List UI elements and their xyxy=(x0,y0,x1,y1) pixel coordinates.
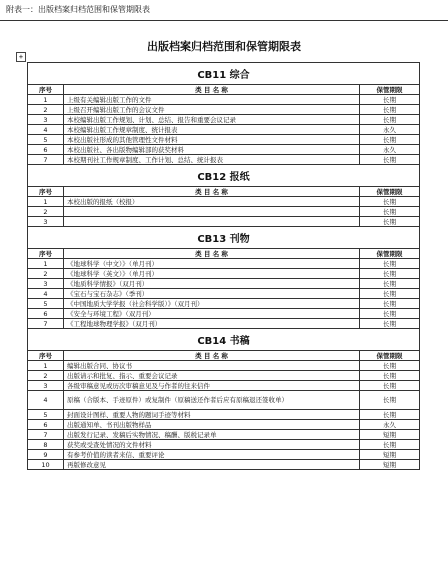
row-item-name: 本校期刊社工作规章制度、工作计划、总结、统计报表 xyxy=(64,155,360,165)
row-item-name: 出版请示和批复、指示、重要会议记录 xyxy=(64,371,360,381)
row-retention-period: 长期 xyxy=(359,289,419,299)
row-number: 6 xyxy=(28,420,64,430)
row-number: 3 xyxy=(28,217,64,227)
row-number: 4 xyxy=(28,289,64,299)
row-item-name: 再版修改意见 xyxy=(64,460,360,470)
row-item-name: 《安全与环境工程》（双月刊） xyxy=(64,309,360,319)
table-row xyxy=(28,125,420,135)
row-retention-period: 长期 xyxy=(359,361,419,371)
table-row xyxy=(28,207,420,217)
row-number: 2 xyxy=(28,269,64,279)
row-item-name: 各级审稿意见或历次审稿意见及与作者的往来信件 xyxy=(64,381,360,391)
row-retention-period: 长期 xyxy=(359,269,419,279)
row-number: 2 xyxy=(28,105,64,115)
column-header-retention: 保管期限 xyxy=(359,187,419,197)
category-row xyxy=(28,63,420,85)
category-row xyxy=(28,165,420,187)
row-retention-period: 长期 xyxy=(359,299,419,309)
row-item-name: 《地球科学（中文）》（单月刊） xyxy=(64,259,360,269)
row-retention-period: 长期 xyxy=(359,197,419,207)
row-item-name: 《宝石与宝石杂志》（季刊） xyxy=(64,289,360,299)
table-row xyxy=(28,155,420,165)
row-item-name: 封面设计图样、重要人物的题词手迹等材料 xyxy=(64,410,360,420)
row-number: 1 xyxy=(28,361,64,371)
row-item-name: 本校编辑出版工作规划、计划、总结、报告和重要会议记录 xyxy=(64,115,360,125)
column-header-name: 类 目 名 称 xyxy=(64,351,360,361)
row-number: 5 xyxy=(28,299,64,309)
row-retention-period: 短期 xyxy=(359,460,419,470)
row-retention-period: 长期 xyxy=(359,309,419,319)
row-number: 1 xyxy=(28,95,64,105)
row-retention-period: 长期 xyxy=(359,319,419,329)
table-row xyxy=(28,319,420,329)
column-header-no: 序号 xyxy=(28,249,64,259)
row-number: 1 xyxy=(28,197,64,207)
table-row xyxy=(28,430,420,440)
column-header-row xyxy=(28,85,420,95)
row-item-name: 本校编辑出版工作规章制度、统计报表 xyxy=(64,125,360,135)
row-retention-period: 长期 xyxy=(359,105,419,115)
category-row xyxy=(28,227,420,249)
row-retention-period: 永久 xyxy=(359,145,419,155)
row-item-name: 《地球科学（英文）》（单月刊） xyxy=(64,269,360,279)
row-item-name: 《工程地球物理学报》（双月刊） xyxy=(64,319,360,329)
row-number: 5 xyxy=(28,135,64,145)
row-number: 2 xyxy=(28,371,64,381)
row-retention-period: 长期 xyxy=(359,95,419,105)
category-title: CB12 报纸 xyxy=(28,165,420,187)
category-title: CB13 刊物 xyxy=(28,227,420,249)
row-item-name xyxy=(64,217,360,227)
row-item-name: 出版通知单、书刊出版物样品 xyxy=(64,420,360,430)
category-title: CB14 书稿 xyxy=(28,329,420,351)
table-row xyxy=(28,135,420,145)
table-row xyxy=(28,391,420,410)
row-retention-period: 长期 xyxy=(359,135,419,145)
column-header-row xyxy=(28,351,420,361)
document-title: 出版档案归档范围和保管期限表 xyxy=(147,40,301,53)
row-retention-period: 长期 xyxy=(359,391,419,410)
page-header-annex: 附表一：出版档案归档范围和保管期限表 xyxy=(6,5,150,14)
row-number: 4 xyxy=(28,125,64,135)
row-retention-period: 长期 xyxy=(359,155,419,165)
table-row xyxy=(28,361,420,371)
row-retention-period: 长期 xyxy=(359,207,419,217)
row-retention-period: 长期 xyxy=(359,440,419,450)
row-number: 3 xyxy=(28,115,64,125)
column-header-no: 序号 xyxy=(28,187,64,197)
row-number: 7 xyxy=(28,319,64,329)
table-row xyxy=(28,105,420,115)
row-number: 3 xyxy=(28,279,64,289)
table-row xyxy=(28,381,420,391)
column-header-retention: 保管期限 xyxy=(359,85,419,95)
row-number: 9 xyxy=(28,450,64,460)
column-header-name: 类 目 名 称 xyxy=(64,187,360,197)
column-header-retention: 保管期限 xyxy=(359,351,419,361)
row-item-name: 出版发行记录、发稿后实物情况、稿酬、版税记录单 xyxy=(64,430,360,440)
table-row xyxy=(28,420,420,430)
row-retention-period: 长期 xyxy=(359,381,419,391)
column-header-no: 序号 xyxy=(28,85,64,95)
row-item-name: 原稿（合版本、手迹原件）或复制件（原稿送还作者后应有原稿退还签收单） xyxy=(64,391,360,410)
row-number: 8 xyxy=(28,440,64,450)
table-row xyxy=(28,145,420,155)
row-retention-period: 短期 xyxy=(359,430,419,440)
table-row xyxy=(28,197,420,207)
row-number: 7 xyxy=(28,430,64,440)
row-retention-period: 长期 xyxy=(359,371,419,381)
table-row xyxy=(28,410,420,420)
row-number: 6 xyxy=(28,145,64,155)
row-item-name: 获奖或受查处情况的文件材料 xyxy=(64,440,360,450)
row-number: 1 xyxy=(28,259,64,269)
table-row xyxy=(28,450,420,460)
row-retention-period: 永久 xyxy=(359,420,419,430)
row-number: 6 xyxy=(28,309,64,319)
column-header-row xyxy=(28,249,420,259)
row-retention-period: 长期 xyxy=(359,217,419,227)
table-row xyxy=(28,269,420,279)
table-row xyxy=(28,217,420,227)
row-retention-period: 短期 xyxy=(359,450,419,460)
row-number: 2 xyxy=(28,207,64,217)
table-row xyxy=(28,279,420,289)
column-header-retention: 保管期限 xyxy=(359,249,419,259)
header-rule xyxy=(0,20,448,21)
table-move-handle-icon[interactable]: + xyxy=(16,52,26,62)
row-item-name: 编辑出版合同、协议书 xyxy=(64,361,360,371)
table-row xyxy=(28,440,420,450)
table-row xyxy=(28,95,420,105)
row-number: 7 xyxy=(28,155,64,165)
row-item-name: 《中国地质大学学报（社会科学版）》（双月刊） xyxy=(64,299,360,309)
row-retention-period: 长期 xyxy=(359,259,419,269)
column-header-name: 类 目 名 称 xyxy=(64,249,360,259)
row-item-name: 本校出版社形成的其他管理性文件材料 xyxy=(64,135,360,145)
row-number: 4 xyxy=(28,391,64,410)
category-row xyxy=(28,329,420,351)
row-number: 5 xyxy=(28,410,64,420)
row-item-name: 上级有关编辑出版工作的文件 xyxy=(64,95,360,105)
row-item-name xyxy=(64,207,360,217)
row-retention-period: 长期 xyxy=(359,410,419,420)
row-item-name: 本校出版的报纸（校报） xyxy=(64,197,360,207)
row-number: 10 xyxy=(28,460,64,470)
row-item-name: 《地质科学情报》（双月刊） xyxy=(64,279,360,289)
column-header-row xyxy=(28,187,420,197)
table-row xyxy=(28,460,420,470)
row-retention-period: 长期 xyxy=(359,115,419,125)
table-row xyxy=(28,309,420,319)
row-retention-period: 长期 xyxy=(359,279,419,289)
retention-table xyxy=(27,62,420,470)
row-retention-period: 永久 xyxy=(359,125,419,135)
column-header-no: 序号 xyxy=(28,351,64,361)
row-item-name: 本校出版社、各出版物编辑部的获奖材料 xyxy=(64,145,360,155)
row-item-name: 有参考价值的读者来信、重要评论 xyxy=(64,450,360,460)
column-header-name: 类 目 名 称 xyxy=(64,85,360,95)
table-row xyxy=(28,299,420,309)
table-row xyxy=(28,371,420,381)
category-title: CB11 综合 xyxy=(28,63,420,85)
table-row xyxy=(28,289,420,299)
retention-table-container xyxy=(27,62,420,470)
row-item-name: 上级召开编辑出版工作的会议文件 xyxy=(64,105,360,115)
table-row xyxy=(28,259,420,269)
row-number: 3 xyxy=(28,381,64,391)
table-row xyxy=(28,115,420,125)
